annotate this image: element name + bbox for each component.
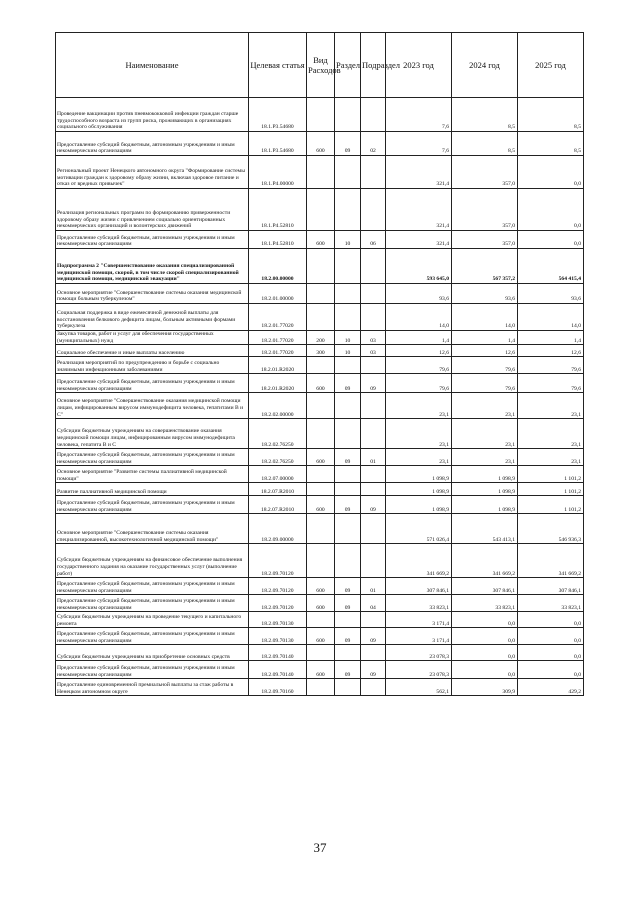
table-row	[56, 483, 584, 496]
cell-2025: 1 101,2	[518, 496, 584, 514]
cell-2025: 33 823,1	[518, 595, 584, 612]
cell-code: 18.2.09.70120	[249, 578, 307, 595]
cell-podrazdel: 01	[361, 578, 386, 595]
cell-podrazdel	[361, 393, 386, 419]
cell-2025: 307 846,1	[518, 578, 584, 595]
header-vid: Вид Расходов	[307, 33, 335, 98]
header-name: Наименование	[56, 33, 249, 98]
cell-2025: 0,0	[518, 612, 584, 628]
table-row	[56, 544, 584, 578]
cell-2024: 79,6	[452, 374, 518, 393]
cell-2024: 23,1	[452, 449, 518, 466]
cell-razdel: 09	[335, 578, 361, 595]
cell-2024: 23,1	[452, 419, 518, 449]
cell-podrazdel: 06	[361, 231, 386, 249]
cell-vid	[307, 645, 335, 661]
cell-name: Предоставление субсидий бюджетным, автономным учреждениям и иным некоммерческим организациям	[56, 449, 249, 466]
cell-vid	[307, 304, 335, 331]
table-row	[56, 419, 584, 449]
cell-name: Субсидии бюджетным учреждениям на проведение текущего и капитального ремонта	[56, 612, 249, 628]
cell-2025: 0,0	[518, 628, 584, 645]
cell-podrazdel	[361, 419, 386, 449]
cell-2024: 8,5	[452, 132, 518, 156]
cell-2025: 1,4	[518, 331, 584, 345]
cell-razdel	[335, 544, 361, 578]
cell-2023: 1,4	[386, 331, 452, 345]
cell-razdel: 09	[335, 661, 361, 679]
cell-podrazdel: 01	[361, 449, 386, 466]
cell-code: 18.1.P3.54680	[249, 132, 307, 156]
cell-vid	[307, 156, 335, 189]
cell-name: Субсидии бюджетным учреждениям на совершенствование оказания медицинской помощи лицам, инфицированным вирусом иммунодефицита человека, гепатита В и С	[56, 419, 249, 449]
table-body	[56, 98, 584, 696]
cell-2023: 93,6	[386, 284, 452, 304]
cell-razdel	[335, 612, 361, 628]
cell-razdel	[335, 645, 361, 661]
cell-code: 18.2.07.00000	[249, 466, 307, 483]
cell-razdel	[335, 514, 361, 544]
table-row	[56, 231, 584, 249]
table-row	[56, 331, 584, 345]
cell-razdel	[335, 304, 361, 331]
table-row	[56, 357, 584, 374]
cell-code: 18.2.00.00000	[249, 249, 307, 284]
cell-vid: 600	[307, 496, 335, 514]
cell-2024: 1 098,9	[452, 466, 518, 483]
cell-podrazdel	[361, 357, 386, 374]
cell-podrazdel: 02	[361, 132, 386, 156]
cell-razdel: 10	[335, 331, 361, 345]
cell-code: 18.2.02.76250	[249, 449, 307, 466]
cell-code: 18.2.02.00000	[249, 393, 307, 419]
table-row	[56, 645, 584, 661]
cell-2025: 0,0	[518, 156, 584, 189]
cell-podrazdel	[361, 98, 386, 132]
budget-table	[55, 32, 584, 696]
cell-vid	[307, 249, 335, 284]
cell-razdel	[335, 419, 361, 449]
cell-2023: 571 026,4	[386, 514, 452, 544]
cell-name: Основное мероприятие "Совершенствование системы оказания специализированной, высокотехнологичной медицинской помощи"	[56, 514, 249, 544]
cell-2023: 23,1	[386, 419, 452, 449]
cell-2024: 79,6	[452, 357, 518, 374]
cell-podrazdel	[361, 679, 386, 696]
cell-2025: 8,5	[518, 132, 584, 156]
cell-2024: 567 357,2	[452, 249, 518, 284]
cell-2023: 12,6	[386, 345, 452, 357]
cell-vid	[307, 514, 335, 544]
cell-razdel: 09	[335, 595, 361, 612]
cell-2023: 321,4	[386, 231, 452, 249]
cell-2024: 1 098,9	[452, 496, 518, 514]
cell-podrazdel	[361, 645, 386, 661]
table-row	[56, 189, 584, 231]
cell-vid: 600	[307, 628, 335, 645]
cell-vid	[307, 98, 335, 132]
cell-code: 18.2.07.R2010	[249, 483, 307, 496]
cell-2024: 1 098,9	[452, 483, 518, 496]
cell-razdel	[335, 189, 361, 231]
cell-podrazdel: 09	[361, 496, 386, 514]
cell-code: 18.2.09.70130	[249, 628, 307, 645]
cell-2025: 23,1	[518, 393, 584, 419]
table-row	[56, 612, 584, 628]
cell-2025: 79,6	[518, 357, 584, 374]
cell-podrazdel: 03	[361, 331, 386, 345]
cell-name: Предоставление субсидий бюджетным, автономным учреждениям и иным некоммерческим организациям	[56, 374, 249, 393]
cell-code: 18.2.01.77020	[249, 345, 307, 357]
cell-razdel	[335, 466, 361, 483]
cell-name: Развитие паллиативной медицинской помощи	[56, 483, 249, 496]
cell-2023: 1 098,9	[386, 496, 452, 514]
page-number: 37	[313, 840, 327, 855]
cell-2023: 7,6	[386, 98, 452, 132]
cell-podrazdel	[361, 156, 386, 189]
cell-vid	[307, 189, 335, 231]
cell-2023: 3 171,4	[386, 612, 452, 628]
cell-razdel: 09	[335, 449, 361, 466]
cell-razdel	[335, 98, 361, 132]
table-row	[56, 449, 584, 466]
cell-2023: 3 171,4	[386, 628, 452, 645]
cell-name: Предоставление субсидий бюджетным, автономным учреждениям и иным некоммерческим организациям	[56, 578, 249, 595]
cell-code: 18.1.P4.52810	[249, 189, 307, 231]
cell-vid	[307, 612, 335, 628]
cell-2023: 23,1	[386, 449, 452, 466]
cell-podrazdel	[361, 466, 386, 483]
cell-code: 18.2.09.70160	[249, 679, 307, 696]
cell-2025: 0,0	[518, 231, 584, 249]
cell-2025: 23,1	[518, 419, 584, 449]
cell-2023: 321,4	[386, 189, 452, 231]
cell-vid	[307, 679, 335, 696]
cell-razdel	[335, 393, 361, 419]
cell-podrazdel: 09	[361, 628, 386, 645]
cell-razdel	[335, 156, 361, 189]
cell-2025: 546 936,3	[518, 514, 584, 544]
table-row	[56, 304, 584, 331]
cell-vid: 600	[307, 661, 335, 679]
cell-2024: 543 413,1	[452, 514, 518, 544]
table-row	[56, 514, 584, 544]
cell-2024: 0,0	[452, 612, 518, 628]
cell-2023: 23 078,3	[386, 661, 452, 679]
cell-vid: 200	[307, 331, 335, 345]
cell-code: 18.1.P3.54680	[249, 98, 307, 132]
cell-2024: 357,0	[452, 156, 518, 189]
cell-2023: 593 645,0	[386, 249, 452, 284]
cell-2023: 14,0	[386, 304, 452, 331]
cell-name: Предоставление субсидий бюджетным, автономным учреждениям и иным некоммерческим организациям	[56, 496, 249, 514]
cell-2025: 14,0	[518, 304, 584, 331]
table-row	[56, 628, 584, 645]
table-row	[56, 98, 584, 132]
cell-2024: 0,0	[452, 628, 518, 645]
cell-2024: 33 823,1	[452, 595, 518, 612]
cell-2024: 309,9	[452, 679, 518, 696]
table-row	[56, 578, 584, 595]
cell-code: 18.2.09.70140	[249, 645, 307, 661]
cell-2025: 0,0	[518, 661, 584, 679]
table-row	[56, 466, 584, 483]
cell-vid	[307, 393, 335, 419]
table-row	[56, 374, 584, 393]
cell-razdel	[335, 357, 361, 374]
cell-2024: 12,6	[452, 345, 518, 357]
cell-code: 18.2.01.R2020	[249, 374, 307, 393]
cell-razdel	[335, 284, 361, 304]
cell-podrazdel	[361, 612, 386, 628]
cell-2023: 33 823,1	[386, 595, 452, 612]
cell-name: Социальное обеспечение и иные выплаты населению	[56, 345, 249, 357]
cell-2025: 23,1	[518, 449, 584, 466]
cell-2024: 0,0	[452, 645, 518, 661]
cell-vid	[307, 544, 335, 578]
cell-vid	[307, 483, 335, 496]
cell-2025: 79,6	[518, 374, 584, 393]
cell-code: 18.2.01.00000	[249, 284, 307, 304]
cell-2024: 357,0	[452, 231, 518, 249]
table-row	[56, 284, 584, 304]
cell-name: Основное мероприятие "Совершенствование оказания медицинской помощи лицам, инфицированным вирусом иммунодефицита человека, гепатитами В и С"	[56, 393, 249, 419]
cell-vid: 600	[307, 449, 335, 466]
cell-code: 18.2.01.77020	[249, 331, 307, 345]
cell-name: Предоставление субсидий бюджетным, автономным учреждениям и иным некоммерческим организациям	[56, 628, 249, 645]
cell-razdel: 10	[335, 231, 361, 249]
cell-2023: 23,1	[386, 393, 452, 419]
table-row	[56, 679, 584, 696]
cell-name: Субсидии бюджетным учреждениям на финансовое обеспечение выполнения государственного задания на оказание государственных услуг (выполнение работ)	[56, 544, 249, 578]
cell-razdel: 09	[335, 496, 361, 514]
cell-code: 18.1.P4.00000	[249, 156, 307, 189]
cell-razdel	[335, 249, 361, 284]
cell-2024: 307 846,1	[452, 578, 518, 595]
table-row	[56, 345, 584, 357]
cell-code: 18.2.01.R2020	[249, 357, 307, 374]
cell-name: Закупка товаров, работ и услуг для обеспечения государственных (муниципальных) нужд	[56, 331, 249, 345]
header-razdel: Раздел	[335, 33, 361, 98]
cell-2023: 1 098,9	[386, 483, 452, 496]
cell-2023: 562,1	[386, 679, 452, 696]
cell-code: 18.2.09.70120	[249, 544, 307, 578]
cell-podrazdel	[361, 514, 386, 544]
cell-code: 18.2.09.00000	[249, 514, 307, 544]
cell-vid: 600	[307, 595, 335, 612]
cell-code: 18.2.09.70140	[249, 661, 307, 679]
cell-2024: 23,1	[452, 393, 518, 419]
cell-2025: 12,6	[518, 345, 584, 357]
cell-2025: 93,6	[518, 284, 584, 304]
cell-razdel: 09	[335, 628, 361, 645]
cell-podrazdel: 09	[361, 374, 386, 393]
cell-podrazdel: 03	[361, 345, 386, 357]
cell-vid	[307, 419, 335, 449]
cell-podrazdel: 04	[361, 595, 386, 612]
cell-podrazdel	[361, 304, 386, 331]
table-row	[56, 595, 584, 612]
cell-vid: 600	[307, 132, 335, 156]
cell-vid	[307, 284, 335, 304]
cell-2024: 341 669,2	[452, 544, 518, 578]
cell-vid	[307, 466, 335, 483]
table-row	[56, 249, 584, 284]
cell-2025: 1 101,2	[518, 466, 584, 483]
cell-podrazdel	[361, 483, 386, 496]
cell-razdel	[335, 679, 361, 696]
cell-vid: 300	[307, 345, 335, 357]
cell-2024: 14,0	[452, 304, 518, 331]
cell-vid: 600	[307, 578, 335, 595]
header-code: Целевая статья	[249, 33, 307, 98]
cell-vid: 600	[307, 231, 335, 249]
cell-2025: 0,0	[518, 645, 584, 661]
cell-vid: 600	[307, 374, 335, 393]
table-row	[56, 661, 584, 679]
header-podrazdel: Подраздел	[361, 33, 386, 98]
cell-razdel: 10	[335, 345, 361, 357]
cell-2023: 341 669,2	[386, 544, 452, 578]
table-row	[56, 132, 584, 156]
table-row	[56, 393, 584, 419]
cell-code: 18.2.09.70130	[249, 612, 307, 628]
cell-podrazdel: 09	[361, 661, 386, 679]
cell-code: 18.2.09.70120	[249, 595, 307, 612]
cell-razdel	[335, 483, 361, 496]
cell-code: 18.2.07.R2010	[249, 496, 307, 514]
cell-2025: 564 415,4	[518, 249, 584, 284]
cell-2024: 0,0	[452, 661, 518, 679]
cell-2023: 321,4	[386, 156, 452, 189]
cell-2025: 0,0	[518, 189, 584, 231]
cell-razdel: 09	[335, 132, 361, 156]
cell-2023: 79,6	[386, 374, 452, 393]
cell-2024: 8,5	[452, 98, 518, 132]
cell-name: Региональный проект Ненецкого автономного округа "Формирование системы мотивации граждан к здоровому образу жизни, включая здоровое питание и отказ от вредных привычек"	[56, 156, 249, 189]
cell-2024: 357,0	[452, 189, 518, 231]
cell-2023: 307 846,1	[386, 578, 452, 595]
cell-name: Проведение вакцинации против пневмококковой инфекции граждан старше трудоспособного возраста из групп риска, проживающих в организациях социального обслуживания	[56, 98, 249, 132]
cell-code: 18.2.02.76250	[249, 419, 307, 449]
cell-name: Предоставление субсидий бюджетным, автономным учреждениям и иным некоммерческим организациям	[56, 132, 249, 156]
cell-podrazdel	[361, 189, 386, 231]
cell-podrazdel	[361, 544, 386, 578]
cell-2024: 1,4	[452, 331, 518, 345]
header-2024: 2024 год	[452, 33, 518, 98]
cell-2025: 429,2	[518, 679, 584, 696]
cell-2023: 23 078,3	[386, 645, 452, 661]
cell-name: Предоставление субсидий бюджетным, автономным учреждениям и иным некоммерческим организациям	[56, 661, 249, 679]
cell-2024: 93,6	[452, 284, 518, 304]
cell-name: Основное мероприятие "Совершенствование системы оказания медицинской помощи больным туберкулезом"	[56, 284, 249, 304]
header-2025: 2025 год	[518, 33, 584, 98]
cell-podrazdel	[361, 284, 386, 304]
budget-table-sheet	[55, 32, 583, 696]
cell-name: Основное мероприятие "Развитие системы паллиативной медицинской помощи"	[56, 466, 249, 483]
cell-2025: 8,5	[518, 98, 584, 132]
cell-razdel: 09	[335, 374, 361, 393]
cell-podrazdel	[361, 249, 386, 284]
cell-name: Подпрограмма 2 "Совершенствование оказания специализированной медицинской помощи, скорой, в том числе скорой специализированной медицинской помощи, медицинской эвакуации"	[56, 249, 249, 284]
cell-name: Предоставление единовременной премиальной выплаты за стаж работы в Ненецком автономном округе	[56, 679, 249, 696]
cell-name: Субсидии бюджетным учреждениям на приобретение основных средств	[56, 645, 249, 661]
cell-name: Реализация региональных программ по формированию приверженности здоровому образу жизни с привлечением социально ориентированных некоммерческих организаций и волонтерских движений	[56, 189, 249, 231]
cell-name: Предоставление субсидий бюджетным, автономным учреждениям и иным некоммерческим организациям	[56, 595, 249, 612]
cell-2025: 1 101,2	[518, 483, 584, 496]
cell-code: 18.1.P4.52810	[249, 231, 307, 249]
cell-2025: 341 669,2	[518, 544, 584, 578]
cell-name: Социальная поддержка в виде ежемесячной денежной выплаты для восстановления белкового дефицита лицам, больным активными формами туберкулеза	[56, 304, 249, 331]
cell-2023: 7,6	[386, 132, 452, 156]
cell-code: 18.2.01.77020	[249, 304, 307, 331]
cell-name: Предоставление субсидий бюджетным, автономным учреждениям и иным некоммерческим организациям	[56, 231, 249, 249]
cell-2023: 79,6	[386, 357, 452, 374]
table-header-row	[56, 33, 584, 98]
table-row	[56, 496, 584, 514]
table-row	[56, 156, 584, 189]
cell-2023: 1 098,9	[386, 466, 452, 483]
cell-name: Реализация мероприятий по предупреждению и борьбе с социально значимыми инфекционными заболеваниями	[56, 357, 249, 374]
header-2023: 2023 год	[386, 33, 452, 98]
cell-vid	[307, 357, 335, 374]
